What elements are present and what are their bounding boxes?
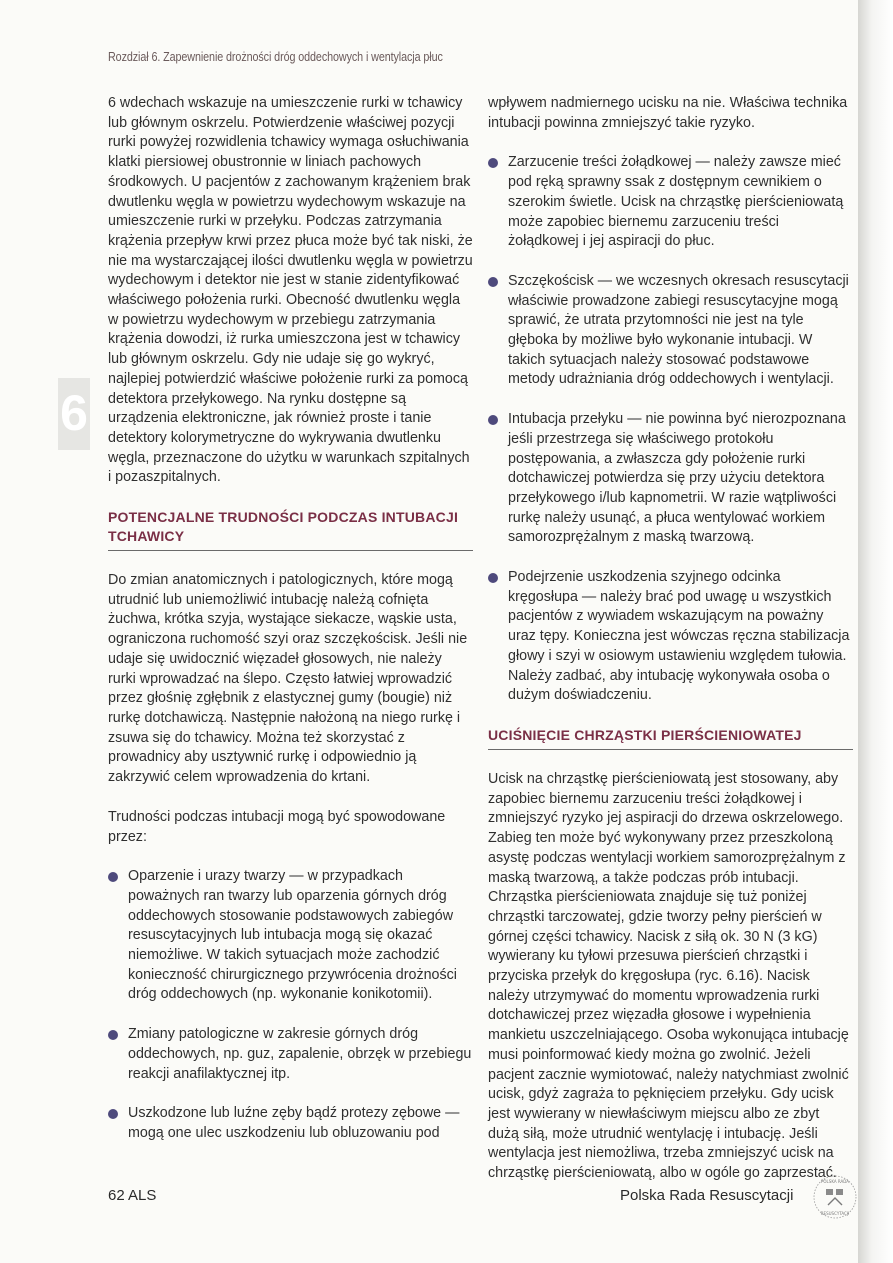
bullet-item xyxy=(108,867,473,1005)
right-column xyxy=(488,94,853,1184)
bullet-text: Zarzucenie treści żołądkowej — należy zawsze mieć pod ręką sprawny ssak z dostępnym cewnikiem o szerokim świetle. Ucisk na chrząstkę pierścieniowatą może zapobiec biernemu zarzuceniu treści żołądkowej i jej aspiracji do płuc. xyxy=(508,154,844,250)
bullet-text: Szczękościsk — we wczesnych okresach resuscytacji właściwie prowadzone zabiegi resuscytacyjne mogą sprawić, że utrata przytomności nie jest na tyle głęboka by możliwe było wykonanie intubacji. W takich sytuacjach należy stosować podstawowe metody udrażniania dróg oddechowych i wentylacji. xyxy=(508,272,849,388)
bullet-dot-icon xyxy=(108,1030,118,1040)
bullet-text: Podejrzenie uszkodzenia szyjnego odcinka kręgosłupa — należy brać pod uwagę u wszystkich pacjentów z wywiadem wskazującym na poważny uraz tępy. Konieczna jest wówczas ręczna stabilizacja głowy i szyi w osiowym ustawieniu względem tułowia. Należy zadbać, aby intubację wykonywała osoba o dużym doświadczeniu. xyxy=(508,569,850,704)
bullet-item xyxy=(488,153,853,252)
left-column xyxy=(108,94,473,1164)
bullet-text: Oparzenie i urazy twarzy — w przypadkach poważnych ran twarzy lub oparzenia górnych dróg oddechowych stosowanie podstawowych zabiegów resuscytacyjnych lub intubacja mogą się okazać niemożliwe. W takich sytuacjach może zachodzić konieczność chirurgicznego przywrócenia drożności dróg oddechowych (np. wykonanie konikotomii). xyxy=(128,868,457,1003)
bullet-text: Uszkodzone lub luźne zęby bądź protezy zębowe — mogą one ulec uszkodzeniu lub obluzowaniu pod xyxy=(128,1105,460,1141)
chapter-thumb-number: 6 xyxy=(60,385,88,441)
svg-text:POLSKA RADA: POLSKA RADA xyxy=(821,1179,849,1184)
running-header: Rozdział 6. Zapewnienie drożności dróg oddechowych i wentylacja płuc xyxy=(108,50,443,64)
bullet-text: Zmiany patologiczne w zakresie górnych dróg oddechowych, np. guz, zapalenie, obrzęk w przebiegu reakcji anafilaktycznej itp. xyxy=(128,1026,472,1082)
bullet-dot-icon xyxy=(488,158,498,168)
section-heading-intubation-difficulties: POTENCJALNE TRUDNOŚCI PODCZAS INTUBACJI TCHAWICY xyxy=(108,508,473,551)
bullet-dot-icon xyxy=(488,573,498,583)
bullet-item xyxy=(488,568,853,706)
difficulties-intro: Trudności podczas intubacji mogą być spowodowane przez: xyxy=(108,808,446,845)
resuscitation-council-logo-icon xyxy=(812,1174,858,1220)
page-number: 62 ALS xyxy=(108,1187,157,1204)
difficulties-paragraph: Do zmian anatomicznych i patologicznych, które mogą utrudnić lub uniemożliwić intubację należą cofnięta żuchwa, krótka szyja, wystające siekacze, wąskie usta, ograniczona ruchomość szyi oraz szczękościsk. Jeśli nie udaje się uwidocznić więzadeł głosowych, nie należy rurki wprowadzać na ślepo. Często łatwiej wprowadzić przez głośnię zgłębnik z elastycznej gumy (bougie) niż rurkę dotchawiczą. Następnie nałożoną na niego rurkę i zsuwa się do tchawicy. Można też skorzystać z prowadnicy aby usztywnić rurkę i odpowiednio ją zakrzywić celem wprowadzenia do krtani. xyxy=(108,572,468,786)
continuation-paragraph: wpływem nadmiernego ucisku na nie. Właściwa technika intubacji powinna zmniejszyć takie ryzyko. xyxy=(488,95,848,131)
svg-text:RESUSCYTACJI: RESUSCYTACJI xyxy=(820,1211,850,1216)
bullet-dot-icon xyxy=(488,415,498,425)
page-edge-shadow xyxy=(858,0,893,1263)
section-heading-cricoid-pressure: UCIŚNIĘCIE CHRZĄSTKI PIERŚCIENIOWATEJ xyxy=(488,726,853,750)
publisher-name: Polska Rada Resuscytacji xyxy=(620,1187,794,1204)
intro-paragraph: 6 wdechach wskazuje na umieszczenie rurki w tchawicy lub głównym oskrzelu. Potwierdzenie właściwej pozycji rurki powyżej rozwidlenia tchawicy wymaga osłuchiwania klatki piersiowej obustronnie w liniach pachowych środkowych. U pacjentów z zachowanym krążeniem brak dwutlenku węgla w powietrzu wydechowym wskazuje na umieszczenie rurki w przełyku. Podczas zatrzymania krążenia przepływ krwi przez płuca może być tak niski, że nie ma wystarczającej ilości dwutlenku węgla w powietrzu wydechowym i detektor nie jest w stanie zidentyfikować właściwego położenia rurki. Obecność dwutlenku węgla w powietrzu wydechowym w przebiegu zatrzymania krążenia dowodzi, iż rurka umieszczona jest w tchawicy lub głównym oskrzelu. Gdy nie udaje się go wykryć, najlepiej potwierdzić właściwe położenie rurki za pomocą detektora przełykowego. Na rynku dostępne są urządzenia elektroniczne, jak również proste i tanie detektory kolorymetryczne do wykrywania dwutlenku węgla, przeznaczone do użytku w warunkach szpitalnych i pozaszpitalnych. xyxy=(108,95,473,486)
bullet-text: Intubacja przełyku — nie powinna być nierozpoznana jeśli przestrzega się właściwego protokołu postępowania, a zwłaszcza gdy położenie rurki dotchawiczej potwierdza się przy użyciu detektora przełykowego i/lub kapnometrii. W razie wątpliwości rurkę należy usunąć, a płuca wentylować workiem samorozprężalnym z maską twarzową. xyxy=(508,411,846,546)
bullet-item xyxy=(488,410,853,548)
bullet-item xyxy=(108,1104,473,1143)
bullet-item xyxy=(488,272,853,390)
bullet-item xyxy=(108,1025,473,1084)
bullet-dot-icon xyxy=(108,1109,118,1119)
cricoid-paragraph: Ucisk na chrząstkę pierścieniowatą jest stosowany, aby zapobiec biernemu zarzuceniu treści żołądkowej i zmniejszyć ryzyko jej aspiracji do drzewa oskrzelowego. Zabieg ten może być wykonywany przez przeszkoloną asystę podczas wentylacji workiem samorozprężalnym z maską twarzową, a także podczas prób intubacji. Chrząstka pierścieniowata znajduje się tuż poniżej chrząstki tarczowatej, gdzie tworzy pełny pierścień w górnej części tchawicy. Nacisk z siłą ok. 30 N (3 kG) wywierany ku tyłowi przesuwa pierścień chrząstki i przyciska przełyk do kręgosłupa (ryc. 6.16). Nacisk należy utrzymywać do momentu wprowadzenia rurki dotchawiczej przez więzadła głosowe i wypełnienia mankietu uszczelniającego. Osoba wykonująca intubację musi poinformować kiedy można go zwolnić. Jeżeli pacjent zacznie wymiotować, należy natychmiast zwolnić ucisk, gdyż zagraża to pęknięciem przełyku. Gdy ucisk jest wywierany w niewłaściwym miejscu albo ze zbyt dużą siłą, może utrudnić wentylację i intubację. Jeśli wentylacja jest niemożliwa, trzeba zmniejszyć ucisk na chrząstkę pierścieniowatą, albo w ogóle go zaprzestać. xyxy=(488,770,849,1182)
bullet-dot-icon xyxy=(488,277,498,287)
bullet-dot-icon xyxy=(108,872,118,882)
